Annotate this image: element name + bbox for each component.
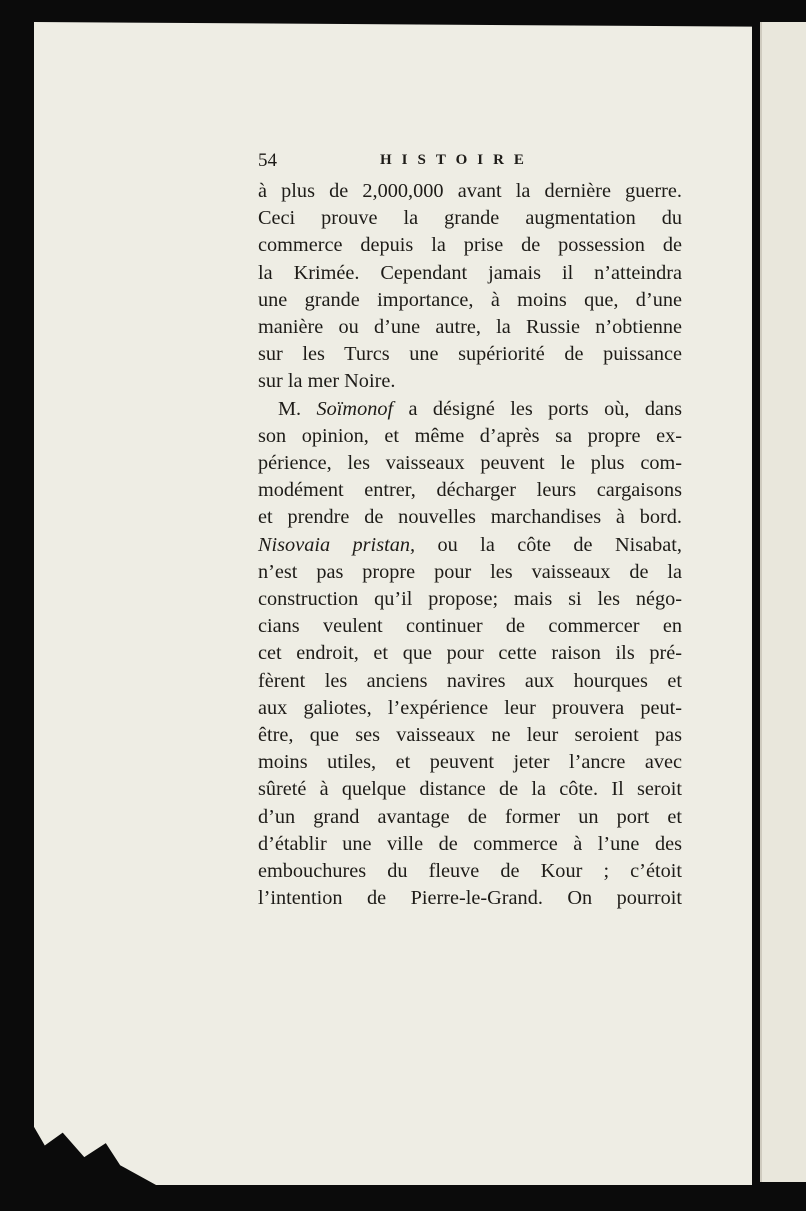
page-content <box>258 148 682 912</box>
text-line: commerce depuis la prise de possession de <box>258 234 682 257</box>
text-line: sûreté à quelque distance de la côte. Il seroit <box>258 778 682 801</box>
author-name: Soïmonof <box>316 397 394 420</box>
text-line: embouchures du fleuve de Kour ; c’étoit <box>258 860 682 883</box>
running-title: HISTOIRE <box>380 152 534 168</box>
text-line: moins utiles, et peuvent jeter l’ancre avec <box>258 751 682 774</box>
adjacent-page-edge <box>760 22 806 1182</box>
text-line: fèrent les anciens navires aux hourques et <box>258 669 682 692</box>
text-line: cet endroit, et que pour cette raison ils pré- <box>258 642 682 665</box>
text-line: d’un grand avantage de former un port et <box>258 805 682 828</box>
text-line: cians veulent continuer de commercer en <box>258 615 682 638</box>
text-line: sur les Turcs une supériorité de puissance <box>258 343 682 366</box>
text-segment: a désigné les ports où, dans <box>393 397 682 420</box>
text-line: n’est pas propre pour les vaisseaux de la <box>258 560 682 583</box>
text-line: d’établir une ville de commerce à l’une des <box>258 832 682 855</box>
page-number: 54 <box>258 150 277 171</box>
text-line: et prendre de nouvelles marchandises à bord. <box>258 506 682 529</box>
text-line: la Krimée. Cependant jamais il n’atteindra <box>258 261 682 284</box>
text-line: modément entrer, décharger leurs cargaisons <box>258 479 682 502</box>
text-line: son opinion, et même d’après sa propre ex- <box>258 424 682 447</box>
text-line: l’intention de Pierre-le-Grand. On pourroit <box>258 887 682 910</box>
paragraph-1 <box>258 178 682 396</box>
place-name: Nisovaia pristan, <box>258 533 416 556</box>
text-line: manière ou d’une autre, la Russie n’obtienne <box>258 316 682 339</box>
body-text <box>258 178 682 912</box>
text-line: à plus de 2,000,000 avant la dernière guerre. <box>258 180 682 202</box>
text-line: périence, les vaisseaux peuvent le plus com- <box>258 452 682 475</box>
running-head <box>258 148 682 178</box>
text-line <box>258 532 682 559</box>
text-segment: ou la côte de Nisabat, <box>415 533 682 556</box>
paragraph-2 <box>258 396 682 913</box>
text-segment: M. <box>278 397 317 420</box>
text-line <box>258 396 682 423</box>
text-line: construction qu’il propose; mais si les négo- <box>258 588 682 611</box>
text-line: sur la mer Noire. <box>258 370 396 393</box>
text-line: être, que ses vaisseaux ne leur seroient pas <box>258 724 682 747</box>
text-line: une grande importance, à moins que, d’une <box>258 288 682 311</box>
text-line: aux galiotes, l’expérience leur prouvera peut- <box>258 696 682 719</box>
text-line: Ceci prouve la grande augmentation du <box>258 207 682 230</box>
